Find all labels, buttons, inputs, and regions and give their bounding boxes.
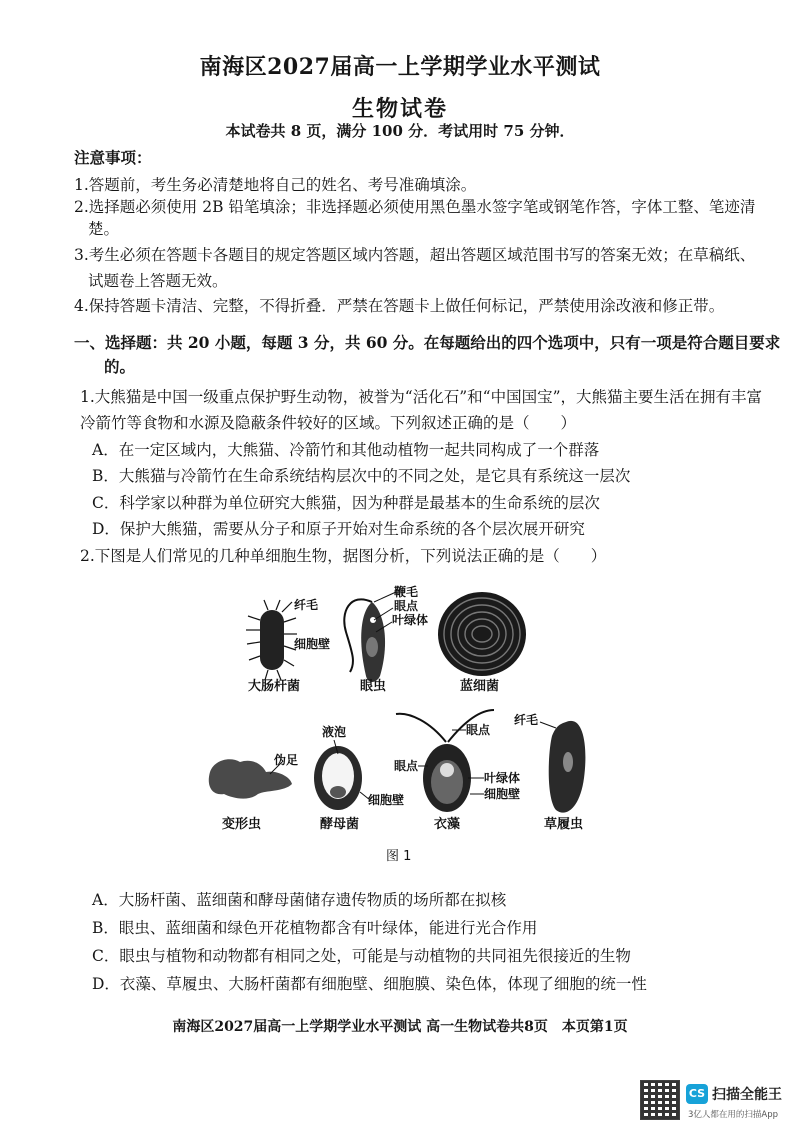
organism-yeast: 酵母菌 [320, 817, 360, 832]
q2-option-c: C．眼虫与植物和动物都有相同之处，可能是与动植物的共同祖先很接近的生物 [92, 947, 631, 965]
camscanner-logo-icon: CS [686, 1084, 708, 1104]
q1-option-d: D．保护大熊猫，需要从分子和原子开始对生命系统的各个层次展开研究 [92, 520, 585, 538]
label-chlamy-chloroplast: 叶绿体 [484, 771, 521, 785]
label-pseudopod: 伪足 [274, 753, 299, 767]
subject-title: 生物试卷 [351, 96, 448, 122]
section-heading: 一、选择题：共 20 小题，每题 3 分，共 60 分。在每题给出的四个选项中，只有一项是符合题目要求 [74, 333, 781, 352]
label-eyespot: 眼点 [394, 599, 419, 613]
figure-caption: 图 1 [386, 849, 412, 864]
q2-stem: 2.下图是人们常见的几种单细胞生物，据图分析，下列说法正确的是（ ） [80, 547, 607, 565]
scanner-watermark [640, 1080, 790, 1122]
exam-info: 本试卷共 8 页，满分 100 分．考试用时 75 分钟． [225, 122, 575, 140]
label-chlamy-cell-wall: 细胞壁 [484, 787, 521, 801]
q2-option-d: D．衣藻、草履虫、大肠杆菌都有细胞壁、细胞膜、染色体，体现了细胞的统一性 [92, 975, 647, 993]
q2-option-a: A．大肠杆菌、蓝细菌和酵母菌储存遗传物质的场所都在拟核 [92, 891, 507, 909]
q1-option-c: C．科学家以种群为单位研究大熊猫，因为种群是最基本的生命系统的层次 [92, 494, 600, 512]
qr-code-icon [640, 1080, 680, 1120]
organism-ecoli: 大肠杆菌 [248, 679, 301, 694]
label-chlamy-eyespot-top: 眼点 [466, 723, 491, 737]
euglena-drawing [344, 584, 428, 694]
organism-cyanobacteria: 蓝细菌 [460, 679, 500, 694]
notice-item-3-cont: 试题卷上答题无效。 [88, 272, 228, 290]
label-cell-wall: 细胞壁 [294, 637, 331, 651]
cyanobacteria-drawing [438, 592, 526, 694]
q1-option-b: B．大熊猫与冷箭竹在生命系统结构层次中的不同之处，是它具有系统这一层次 [92, 467, 631, 485]
organism-paramecium: 草履虫 [544, 817, 584, 832]
notice-item-3: 3.考生必须在答题卡各题目的规定答题区域内答题，超出答题区域范围书写的答案无效；在草稿纸、 [74, 246, 756, 264]
label-flagellum: 鞭毛 [394, 585, 419, 599]
organism-euglena: 眼虫 [360, 679, 387, 694]
exam-title: 南海区2027届高一上学期学业水平测试 [199, 54, 601, 80]
label-chloroplast: 叶绿体 [392, 613, 429, 627]
label-chlamy-eyespot: 眼点 [394, 759, 419, 773]
scanner-tagline: 3亿人都在用的扫描App [688, 1110, 779, 1120]
label-cilia: 纤毛 [294, 598, 319, 612]
notice-item-2-cont: 楚。 [88, 220, 120, 238]
notice-item-4: 4.保持答题卡清洁、完整，不得折叠．严禁在答题卡上做任何标记，严禁使用涂改液和修正带。 [74, 297, 725, 315]
notice-item-1: 1.答题前，考生务必清楚地将自己的姓名、考号准确填涂。 [74, 176, 477, 194]
yeast-drawing [314, 724, 404, 832]
section-heading-cont: 的。 [104, 357, 136, 376]
q2-option-b: B．眼虫、蓝细菌和绿色开花植物都含有叶绿体，能进行光合作用 [92, 919, 538, 937]
organism-chlamydomonas: 衣藻 [434, 817, 461, 832]
organism-amoeba: 变形虫 [222, 817, 262, 832]
notice-heading: 注意事项： [74, 148, 152, 167]
figure-single-cell-organisms [0, 572, 800, 872]
scanner-app-name: 扫描全能王 [712, 1087, 782, 1103]
q1-stem: 1.大熊猫是中国一级重点保护野生动物，被誉为“活化石”和“中国国宝”，大熊猫主要生活在拥有丰富 [80, 388, 762, 406]
ecoli-drawing [246, 597, 330, 694]
label-paramecium-cilia: 纤毛 [514, 713, 539, 727]
page-footer: 南海区2027届高一上学期学业水平测试 高一生物试卷共8页 本页第1页 [172, 1019, 628, 1035]
q1-option-a: A．在一定区域内，大熊猫、冷箭竹和其他动植物一起共同构成了一个群落 [92, 441, 600, 459]
chlamydomonas-drawing [394, 710, 520, 832]
q1-stem-cont: 冷箭竹等食物和水源及隐蔽条件较好的区域。下列叙述正确的是（ ） [80, 414, 577, 432]
paramecium-drawing [514, 712, 585, 832]
label-yeast-cell-wall: 细胞壁 [368, 793, 405, 807]
label-vacuole: 液泡 [322, 725, 347, 739]
notice-item-2: 2.选择题必须使用 2B 铅笔填涂；非选择题必须使用黑色墨水签字笔或钢笔作答，字体工整、笔迹清 [74, 198, 756, 216]
amoeba-drawing [209, 752, 298, 832]
